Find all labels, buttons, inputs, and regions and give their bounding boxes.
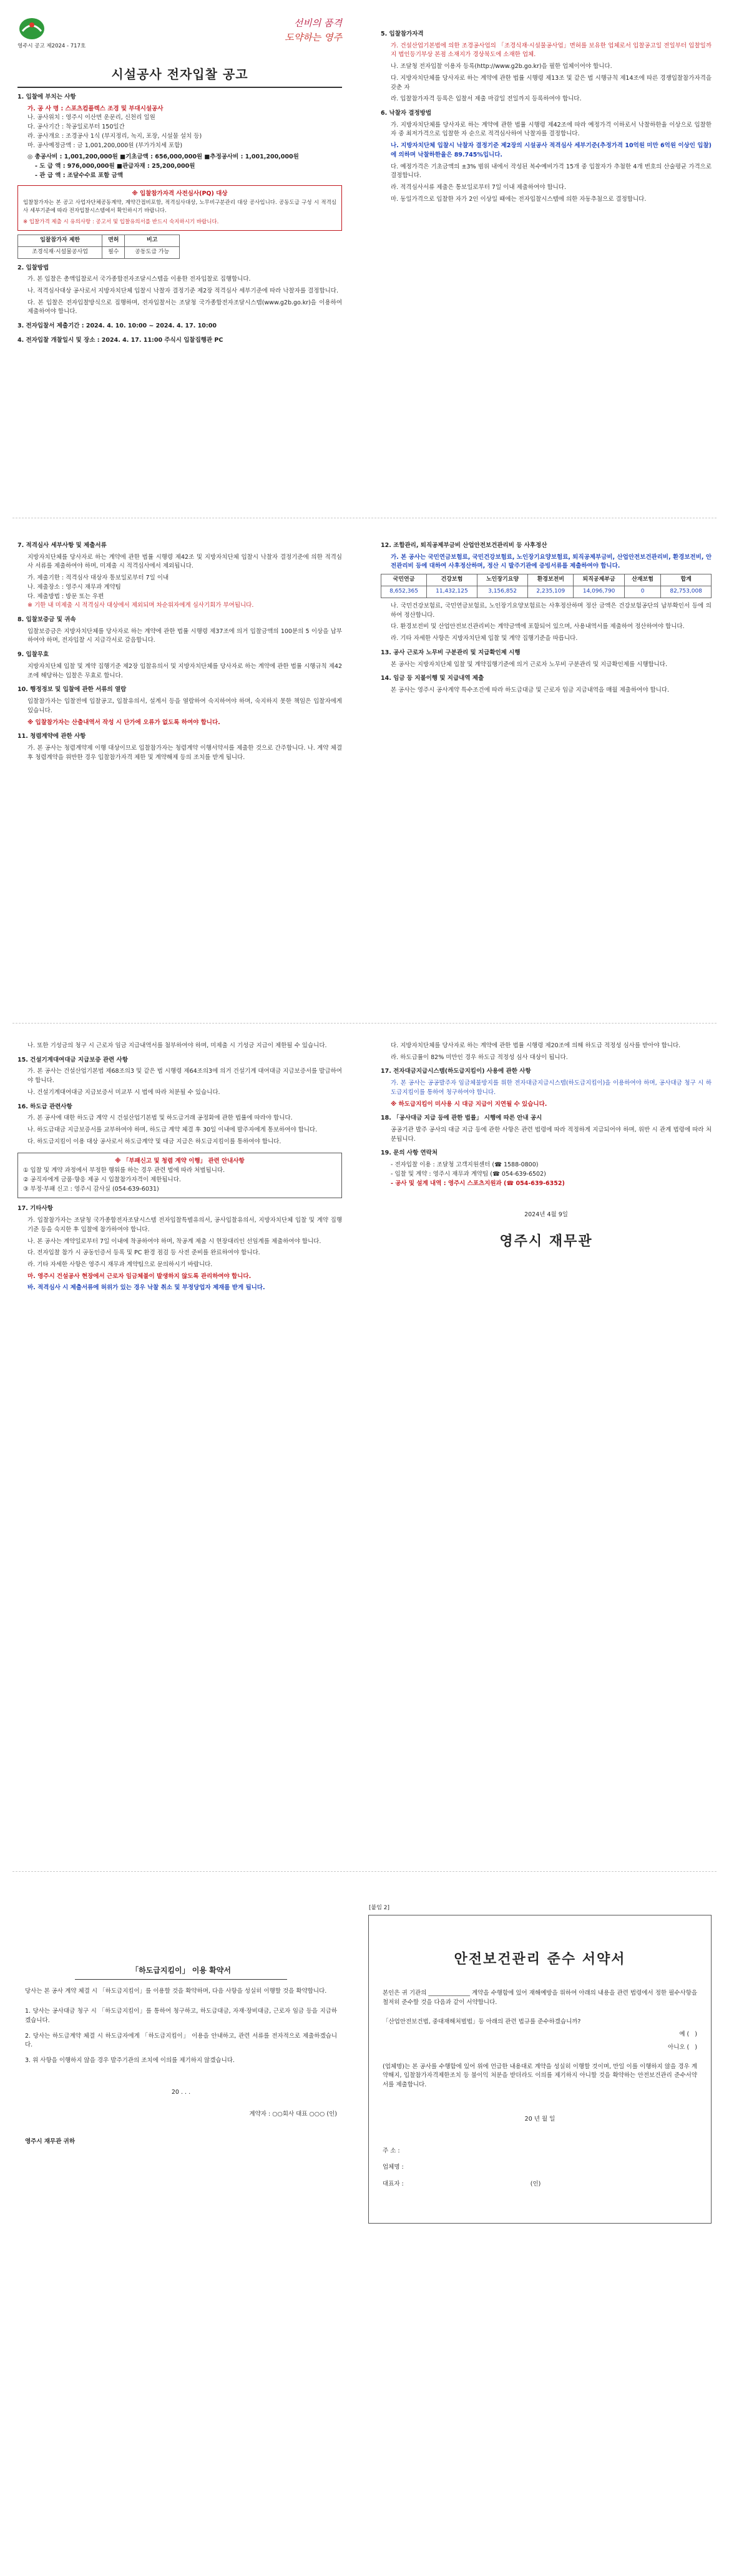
form1-item: 1. 당사는 공사대금 청구 시 「하도급지킴이」를 통하여 청구하고, 하도급대금, 자재·장비대금, 근로자 임금 등을 지급하겠습니다.	[25, 2008, 337, 2025]
section1-item: 나. 공사위치 : 영주시 이산면 운문리, 신천리 일원	[27, 114, 155, 122]
section16-item: 다. 하도급지킴이 이용 대상 공사로서 하도급계약 및 대금 지급은 하도급지킴이를 통하여야 합니다.	[27, 1138, 281, 1145]
slogan-line1: 선비의 품격	[293, 17, 342, 29]
form1-addressee: 영주시 재무관 귀하	[25, 2138, 76, 2146]
section3-heading: 3. 전자입찰서 제출기간 : 2024. 4. 10. 10:00 ~ 2024. 4. 17. 10:00	[17, 322, 217, 330]
pq-label: ※ 입찰참가자격 사전심사(PQ) 대상	[132, 190, 228, 198]
inquiry-line: - 입찰 및 계약 : 영주시 재무과 계약팀 (☎ 054-639-6502)	[391, 1170, 546, 1178]
form1-item: 3. 위 사항을 이행하지 않을 경우 발주기관의 조치에 이의를 제기하지 않겠습니다.	[25, 2057, 235, 2065]
right2-item: 다. 예정가격은 기초금액의 ±3% 범위 내에서 작성된 복수예비가격 15개 중 입찰자가 추첨한 4개 번호의 산술평균 가격으로 결정합니다.	[391, 163, 712, 180]
section10-text: 입찰참가자는 입찰전에 입찰공고, 입찰유의서, 설계서 등을 열람하여 숙지하여야 하며, 숙지하지 못한 책임은 입찰자에게 있습니다.	[27, 698, 342, 714]
address-label: 주 소 :	[383, 2147, 400, 2154]
table-row	[381, 586, 712, 598]
right2-item: 가. 지방자치단체를 당사자로 하는 계약에 관한 법률 시행령 제42조에 따라 예정가격 이하로서 낙찰하한율 이상으로 입찰한 자 중 최저가격으로 입찰한 자 순으로 적격심사하여 낙찰자를 결정합니다.	[391, 121, 712, 138]
table-cell: 14,096,790	[574, 586, 625, 598]
section14-heading: 14. 임금 등 지불이행 및 지급내역 제출	[381, 675, 484, 682]
section17-item: 라. 기타 자세한 사항은 영주시 재무과 계약팀으로 문의하시기 바랍니다.	[27, 1261, 213, 1268]
section16-heading: 16. 하도급 관련사항	[17, 1103, 72, 1110]
section17r-heading: 17. 전자대금지급시스템(하도급지킴이) 사용에 관한 사항	[381, 1068, 531, 1075]
table-cell: 공동도급 가능	[125, 246, 180, 258]
budget-row: ◎ 총공사비 : 1,001,200,000원 ■기초금액 : 656,000,000원 ■추정공사비 : 1,001,200,000원	[27, 153, 299, 161]
section12-heading: 12. 조합관리, 퇴직공제부금비 산업안전보건관리비 등 사후정산	[381, 542, 547, 549]
subcontract-pledge-form	[25, 1965, 337, 2147]
section13-text: 본 공사는 지방자치단체 입찰 및 계약집행기준에 의거 근로자 노무비 구분관리 및 지급확인제를 시행합니다.	[391, 661, 668, 668]
section9-heading: 9. 입찰무효	[17, 651, 49, 659]
section7-red-line: ※ 기한 내 미제출 시 적격심사 대상에서 제외되며 차순위자에게 심사기회가 부여됩니다.	[27, 602, 254, 609]
budget-row: - 도 급 액 : 976,000,000원 ■관급자재 : 25,200,000원	[35, 163, 195, 170]
notice-box-line: ① 입찰 및 계약 과정에서 부정한 행위를 하는 경우 관련 법에 따라 처벌됩니다.	[23, 1167, 225, 1174]
notice-box-line: ③ 부정·부패 신고 : 영주시 감사실 (054-639-6031)	[23, 1185, 159, 1193]
form2-date: 20 년 월 일	[524, 2115, 555, 2123]
notice-date: 2024년 4월 9일	[524, 1211, 568, 1219]
section16-item: 나. 하도급대금 지급보증서를 교부하여야 하며, 하도급 계약 체결 후 30일 이내에 발주자에게 통보하여야 합니다.	[27, 1126, 318, 1134]
notice-title: 시설공사 전자입찰 공고	[111, 67, 248, 82]
form1-item: 2. 당사는 하도급계약 체결 시 하도급자에게 「하도급지킴이」 이용을 안내하고, 관련 서류를 전자적으로 제출하겠습니다.	[25, 2032, 337, 2049]
right1-item: 다. 지방자치단체를 당사자로 하는 계약에 관한 법률 시행령 제13조 및 같은 법 시행규칙 제14조에 따른 경쟁입찰참가자격을 갖춘 자	[391, 74, 712, 91]
budget-row: - 관 급 액 : 조달수수료 포함 금액	[35, 172, 124, 179]
form1-signer: 계약자 : ○○회사 대표 ○○○ (인)	[249, 2110, 337, 2118]
section15-item: 가. 본 공사는 건설산업기본법 제68조의3 및 같은 법 시행령 제64조의3에 의거 건설기계 대여대금 지급보증서를 발급하여야 합니다.	[27, 1068, 342, 1085]
seal-label: (인)	[530, 2181, 541, 2187]
section2-heading: 2. 입찰방법	[17, 264, 49, 271]
section8-text: 입찰보증금은 지방자치단체를 당사자로 하는 계약에 관한 법률 시행령 제37조에 의거 입찰금액의 100분의 5 이상을 납부하여야 하며, 전자입찰 시 지급각서로 갈음합니다.	[27, 627, 342, 644]
section7-line: 지방자치단체를 당사자로 하는 계약에 관한 법률 시행령 제42조 및 지방자치단체 입찰시 낙찰자 결정기준에 의한 적격심사 서류를 제출하여야 하며, 미제출 시 적격심사에서 제외됩니다.	[27, 553, 342, 570]
block3-left	[17, 1042, 342, 1295]
form2-item: 「산업안전보건법, 중대재해처벌법」등 아래의 관련 법규를 준수하겠습니까?	[383, 2018, 581, 2025]
section15-item: 나. 건설기계대여대금 지급보증서 미교부 시 법에 따라 처분될 수 있습니다.	[27, 1088, 220, 1096]
table-row	[18, 246, 180, 258]
section14-text: 본 공사는 영주시 공사계약 특수조건에 따라 하도급대금 및 근로자 임금 지급내역을 매월 제출하여야 합니다.	[391, 687, 670, 694]
section1-heading: 1. 입찰에 부치는 사항	[17, 94, 76, 100]
form2-body: (업체명)는 본 공사를 수행함에 있어 위에 언급한 내용대로 계약을 성실히 이행할 것이며, 만일 이를 이행하지 않을 경우 계약해지, 입찰참가자격제한조치 등 불이익 처분을 받더라도 이의를 제기하지 아니할 것을 확약하는 안전보건관리 준수서약서를 제출합니다.	[383, 2063, 697, 2089]
company-label: 업체명 :	[383, 2164, 404, 2171]
section4-heading: 4. 전자입찰 개찰일시 및 장소 : 2024. 4. 17. 11:00 주식시 입찰집행관 PC	[17, 336, 223, 344]
table-header: 국민연금	[381, 574, 427, 586]
table-cell: 8,652,365	[381, 586, 427, 598]
right1-item: 라. 입찰참가자격 등록은 입찰서 제출 마감일 전일까지 등록하여야 합니다.	[391, 95, 582, 103]
section7-line: 가. 제출기한 : 적격심사 대상자 통보일로부터 7일 이내	[27, 574, 169, 582]
slogan-line2: 도약하는 영주	[285, 32, 342, 44]
pq-notice-box	[17, 185, 342, 230]
pq-warning: ※ 입찰가격 제출 시 유의사항 : 공고서 및 입찰유의서를 반드시 숙지하시기 바랍니다.	[23, 218, 219, 225]
pq-note: 입찰참가자는 본 공고 사업자단체공동계약, 계약간접비포함, 적격심사대상, 노무비구분관리 대상 공사입니다. 공동도급 구성 시 적격심사 세부기준에 따라 전자입찰시스템에서 확인하시기 바랍니다.	[23, 200, 336, 215]
section18-heading: 18. 「공사대금 지급 등에 관한 법률」 시행에 따른 안내 공시	[381, 1115, 542, 1122]
section17-red-note: 마. 영주시 건설공사 현장에서 근로자 임금체불이 발생하지 않도록 관리하여야 합니다.	[27, 1272, 252, 1280]
section17-item: 다. 전자입찰 참가 시 공동인증서 등록 및 PC 환경 점검 등 사전 준비를 완료하여야 합니다.	[27, 1249, 260, 1257]
block3-right	[381, 1042, 712, 1252]
table-cell: 3,156,852	[477, 586, 528, 598]
inquiry-heading: 19. 문의 사항 연락처	[381, 1150, 438, 1157]
section17-item: 가. 입찰참가자는 조달청 국가종합전자조달시스템 전자입찰특별유의서, 공사입찰유의서, 지방자치단체 입찰 및 계약 집행기준 등을 숙지한 후 입찰에 참가하여야 합니다.	[27, 1217, 342, 1233]
section7-line: 나. 제출장소 : 영주시 재무과 계약팀	[27, 583, 121, 591]
table-header: 산재보험	[624, 574, 660, 586]
section11-heading: 11. 청렴계약에 관한 사항	[17, 733, 86, 740]
notice-right-column	[381, 25, 712, 207]
yes-option[interactable]: 예 ( )	[679, 2031, 697, 2038]
table-header: 환경보전비	[528, 574, 574, 586]
form1-date: 20 . . .	[171, 2088, 191, 2096]
block2-left	[17, 536, 342, 765]
section1-item: 마. 공사예정금액 : 금 1,001,200,000원 (부가가치세 포함)	[27, 142, 183, 149]
form2-title: 안전보건관리 준수 서약서	[454, 1952, 626, 1967]
right2-item: 마. 동일가격으로 입찰한 자가 2인 이상일 때에는 전자입찰시스템에 의한 자동추첨으로 결정합니다.	[391, 195, 647, 203]
section2-item: 다. 본 입찰은 전자입찰방식으로 집행하며, 전자입찰서는 조달청 국가종합전자조달시스템(www.g2b.go.kr)을 이용하여 제출하여야 합니다.	[27, 299, 342, 316]
table-header: 건강보험	[427, 574, 477, 586]
table-header: 합계	[661, 574, 712, 586]
right1-item: 나. 조달청 전자입찰 이용자 등록(http://www.g2b.go.kr)을 필한 업체이어야 합니다.	[391, 63, 612, 70]
section12-item: 다. 환경보전비 및 산업안전보건관리비는 계약금액에 포함되어 있으며, 사용내역서를 제출하여 정산하여야 합니다.	[391, 623, 685, 631]
block2-right	[381, 536, 712, 698]
section10-heading: 10. 행정정보 및 입찰에 관한 서류의 열람	[17, 686, 127, 694]
block3-right-line: 다. 지방자치단체를 당사자로 하는 계약에 관한 법률 시행령 제20조에 의해 하도급 적정성 심사를 받아야 합니다.	[391, 1042, 681, 1049]
section8-heading: 8. 입찰보증금 및 귀속	[17, 616, 76, 624]
block3-right-line: 라. 하도급률이 82% 미만인 경우 하도급 적정성 심사 대상이 됩니다.	[391, 1053, 568, 1061]
table-cell: 2,235,109	[528, 586, 574, 598]
section12-item: 라. 기타 자세한 사항은 지방자치단체 입찰 및 계약 집행기준을 따릅니다.	[391, 635, 578, 642]
notice-box-line: ※ 「부패신고 및 청렴 계약 이행」 관련 안내사항	[115, 1158, 245, 1165]
section17r-text: 가. 본 공사는 공공발주자 임금체불방지를 위한 전자대금지급시스템(하도급지킴이)을 이용하여야 하며, 공사대금 청구 시 하도급지킴이를 통하여 청구하여야 합니다.	[391, 1080, 712, 1096]
inquiry-line: - 공사 및 설계 내역 : 영주시 스포츠지원과 (☎ 054-639-6352)	[391, 1179, 565, 1187]
table-header: 입찰참가자 제한	[18, 235, 102, 246]
section1-item: 라. 공사개요 : 조경공사 1식 (부지정리, 녹지, 포장, 시설물 설치 등)	[27, 132, 202, 140]
section17-item: 나. 본 공사는 계약일로부터 7일 이내에 착공하여야 하며, 착공계 제출 시 현장대리인 선임계를 제출하여야 합니다.	[27, 1237, 321, 1245]
section1-item: 다. 공사기간 : 착공일로부터 150일간	[27, 123, 125, 131]
table-header: 비고	[125, 235, 180, 246]
section15-heading: 15. 건설기계대여대금 지급보증 관련 사항	[17, 1056, 128, 1063]
section17r-red: ※ 하도급지킴이 미사용 시 대금 지급이 지연될 수 있습니다.	[391, 1100, 547, 1108]
safety-pledge-form	[368, 1905, 712, 2224]
section12-text: 가. 본 공사는 국민연금보험료, 국민건강보험료, 노인장기요양보험료, 퇴직공제부금비, 산업안전보건관리비, 환경보전비, 안전관리비 등에 대하여 사후정산하며, 정산 시 발주기관에 증빙서류를 제출하여야 합니다.	[391, 553, 712, 570]
section18-text: 공공기관 발주 공사의 대금 지급 등에 관한 사항은 관련 법령에 따라 적정하게 지급되어야 하며, 위반 시 관계 법령에 따라 처분됩니다.	[391, 1126, 712, 1143]
notice-left-column	[17, 16, 342, 348]
table-header: 면허	[102, 235, 125, 246]
section9-text: 지방자치단체 입찰 및 계약 집행기준 제2장 입찰유의서 및 지방자치단체를 당사자로 하는 계약에 관한 법률 시행규칙 제42조에 해당하는 입찰은 무효로 합니다.	[27, 662, 342, 679]
section1-item: 가. 공 사 명 : 스포츠컴플렉스 조경 및 부대시설공사	[27, 105, 164, 112]
settlement-table	[381, 574, 712, 598]
table-cell: 82,753,008	[661, 586, 712, 598]
section17-blue-note: 바. 적격심사 시 제출서류에 허위가 있는 경우 낙찰 취소 및 부정당업자 제재를 받게 됩니다.	[27, 1284, 265, 1292]
section2-item: 가. 본 입찰은 총액입찰로서 국가종합전자조달시스템을 이용한 전자입찰로 집행합니다.	[27, 276, 251, 283]
right1-heading: 5. 입찰참가자격	[381, 31, 424, 37]
section2-item: 나. 적격심사대상 공사로서 지방자치단체 입찰시 낙찰자 결정기준 제2장 적격심사 세부기준에 따라 낙찰자를 결정합니다.	[27, 288, 338, 295]
section16-item: 가. 본 공사에 대한 하도급 계약 시 건설산업기본법 및 하도급거래 공정화에 관한 법률에 따라야 합니다.	[27, 1115, 293, 1122]
table-cell: 조경식재·시설물공사업	[18, 246, 102, 258]
table-header: 노인장기요양	[477, 574, 528, 586]
issuer-name: 영주시 재무관	[499, 1234, 593, 1250]
section10-red: ※ 입찰참가자는 산출내역서 작성 시 단가에 오류가 없도록 하여야 합니다.	[27, 719, 220, 726]
pre-text: 나. 또한 기성금의 청구 시 근로자 임금 지급내역서를 첨부하여야 하며, 미제출 시 기성금 지급이 제한될 수 있습니다.	[27, 1042, 327, 1049]
right2-heading: 6. 낙찰자 결정방법	[381, 110, 432, 117]
inquiry-line: - 전자입찰 이용 : 조달청 고객지원센터 (☎ 1588-0800)	[391, 1161, 539, 1169]
right2-item: 라. 적격심사서류 제출은 통보일로부터 7일 이내 제출하여야 합니다.	[391, 184, 567, 191]
section11-text: 가. 본 공사는 청렴계약제 이행 대상이므로 입찰참가자는 청렴계약 이행서약서를 제출한 것으로 간주합니다. 나. 계약 체결 후 청렴계약을 위반한 경우 입찰참가자격 제한 및 계약해제 등의 조치를 받게 됩니다.	[27, 744, 342, 761]
notice-box-line: ② 공직자에게 금품·향응 제공 시 입찰참가자격이 제한됩니다.	[23, 1176, 181, 1183]
form1-intro: 당사는 본 공사 계약 체결 시 「하도급지킴이」를 이용할 것을 확약하며, 다음 사항을 성실히 이행할 것을 확약합니다.	[25, 1987, 327, 1995]
ceo-label: 대표자 :	[383, 2181, 404, 2187]
section7-heading: 7. 적격심사 세부사항 및 제출서류	[17, 542, 107, 549]
table-cell: 0	[624, 586, 660, 598]
table-cell: 11,432,125	[427, 586, 477, 598]
section13-heading: 13. 공사 근로자 노무비 구분관리 및 지급확인제 시행	[381, 649, 521, 656]
section7-line: 다. 제출방법 : 방문 또는 우편	[27, 593, 104, 600]
table-header: 퇴직공제부금	[574, 574, 625, 586]
notice-number: 영주시 공고 제2024 - 717호	[17, 43, 86, 49]
right2-item: 나. 지방자치단체 입찰시 낙찰자 결정기준 제2장의 시설공사 적격심사 세부기준(추정가격 10억원 미만 6억원 이상인 입찰)에 의하며 낙찰하한율은 89.745%입니다.	[391, 142, 712, 158]
section12-item: 나. 국민건강보험료, 국민연금보험료, 노인장기요양보험료는 사후정산하며 정산 금액은 건강보험공단의 납부확인서 등에 의하여 정산합니다.	[391, 603, 712, 619]
integrity-notice-box	[17, 1153, 342, 1198]
form1-title: 「하도급지킴이」 이용 확약서	[131, 1966, 231, 1975]
section17-heading: 17. 기타사항	[17, 1205, 53, 1213]
no-option[interactable]: 아니오 ( )	[667, 2043, 697, 2051]
right1-item: 가. 건설산업기본법에 의한 조경공사업의 「조경식재·시설물공사업」면허를 보유한 업체로서 입찰공고일 전일부터 입찰일까지 법인등기부상 본점 소재지가 경상북도에 소재한 업체.	[391, 42, 712, 59]
form2-attachment-label: [붙임 2]	[369, 1905, 389, 1911]
yeongju-logo-icon	[17, 16, 46, 41]
table-cell: 필수	[102, 246, 125, 258]
form2-intro: 본인은 귀 기관의 ______________ 계약을 수행함에 있어 재해예방을 위하여 아래의 내용을 관련 법령에서 정한 필수사항을 철저히 준수할 것을 다음과 같이 서약합니다.	[383, 1990, 697, 2006]
qualification-table	[17, 235, 180, 259]
